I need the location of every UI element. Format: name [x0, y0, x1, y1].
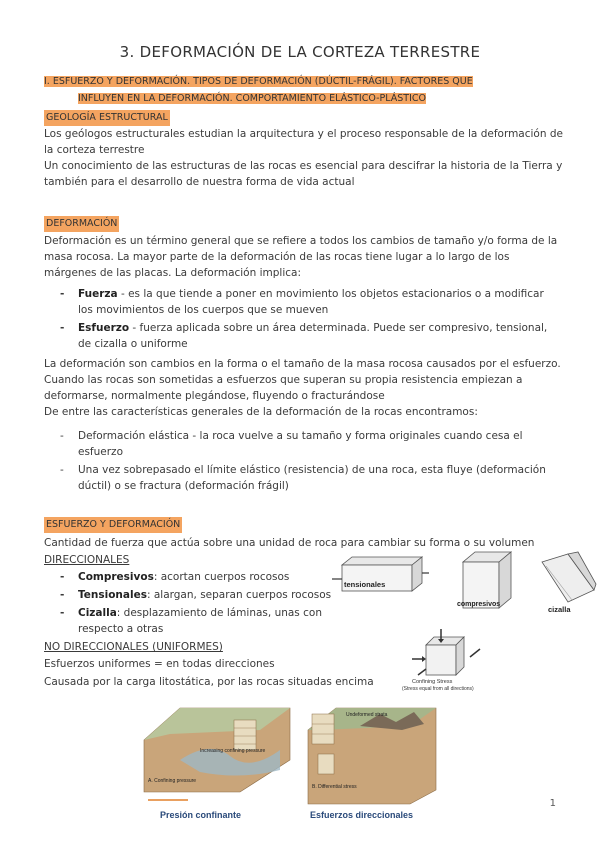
- no-direccionales-heading: NO DIRECCIONALES (UNIFORMES): [44, 641, 223, 653]
- esfuerzo-bullets: [60, 569, 350, 639]
- topic-line-1: I. ESFUERZO Y DEFORMACIÓN. TIPOS DE DEFORMACIÓN (DÚCTIL-FRÁGIL). FACTORES QUE: [44, 76, 473, 87]
- deformacion-body: [44, 356, 564, 420]
- undeformed-strata-label: Undeformed strata: [346, 712, 388, 718]
- section-heading-deformacion: DEFORMACIÓN: [44, 216, 119, 232]
- tensionales-label: tensionales: [344, 580, 386, 589]
- presion-confinante-caption: Presión confinante: [160, 810, 242, 820]
- esfuerzos-direccionales-caption: Esfuerzos direccionales: [310, 810, 414, 820]
- topic-heading: [44, 73, 564, 107]
- list-item: - Tensionales: alargan, separan cuerpos rocosos: [60, 589, 332, 601]
- list-item: - Una vez sobrepasado el límite elástico (resistencia) de una roca, esta fluye (deformación dúctil) o se fractura (deformación frágil): [60, 464, 546, 492]
- esfuerzo-intro: Cantidad de fuerza que actúa sobre una unidad de roca para cambiar su forma o su volumen: [44, 537, 535, 549]
- list-item: - Cizalla: desplazamiento de láminas, unas con respecto a otras: [60, 607, 322, 635]
- confining-label-1: Confining Stress: [412, 679, 453, 685]
- paragraph: Los geólogos estructurales estudian la arquitectura y el proceso responsable de la deformación de la corteza terrestre: [44, 128, 563, 156]
- topic-line-2: INFLUYEN EN LA DEFORMACIÓN. COMPORTAMIENTO ELÁSTICO-PLÁSTICO: [78, 93, 427, 104]
- list-item: - Esfuerzo - fuerza aplicada sobre un área determinada. Puede ser compresivo, tensional, de cizalla o uniforme: [60, 322, 548, 350]
- list-item: - Deformación elástica - la roca vuelve a su tamaño y forma originales cuando cesa el esfuerzo: [60, 430, 523, 458]
- differential-stress-caption: B. Differential stress: [312, 784, 357, 790]
- list-item: - Fuerza - es la que tiende a poner en movimiento los objetos estacionarios o a modificar los movimientos de los cuerpos que se mueven: [60, 288, 544, 316]
- confining-pressure-caption: A. Confining pressure: [148, 778, 197, 784]
- increasing-pressure-label: Increasing confining pressure: [200, 748, 266, 754]
- page-title: 3. DEFORMACIÓN DE LA CORTEZA TERRESTRE: [119, 43, 481, 61]
- geologia-body: [44, 126, 564, 190]
- list-item: - Compresivos: acortan cuerpos rocosos: [60, 571, 290, 583]
- pressure-block-diagram: [140, 700, 440, 825]
- section-heading-esfuerzo: ESFUERZO Y DEFORMACIÓN: [44, 517, 182, 533]
- no-direccionales-text-1: Esfuerzos uniformes = en todas direcciones: [44, 658, 275, 670]
- deformacion-list: [60, 428, 560, 496]
- section-heading-geologia: GEOLOGÍA ESTRUCTURAL: [44, 110, 170, 126]
- compressive-stress-diagram: [455, 548, 523, 616]
- deformacion-bullets: [60, 286, 560, 354]
- shear-stress-diagram: [538, 550, 598, 616]
- cizalla-label: cizalla: [548, 605, 571, 614]
- confining-stress-diagram: [398, 627, 488, 693]
- page-number: 1: [549, 798, 556, 809]
- no-direccionales-text-2: Causada por la carga litostática, por las rocas situadas encima: [44, 676, 374, 688]
- deformacion-intro: Deformación es un término general que se refiere a todos los cambios de tamaño y/o forma de la masa rocosa. La mayor parte de la deformación de las rocas tiene lugar a lo largo de los márgenes de las placas. La deformación implica:: [44, 235, 558, 279]
- tensional-stress-diagram: [330, 555, 430, 601]
- compresivos-label: compresivos: [457, 601, 501, 608]
- confining-label-2: (Stress equal from all directions): [402, 686, 474, 692]
- paragraph: La deformación son cambios en la forma o el tamaño de la masa rocosa causados por el esfuerzo. Cuando las rocas son sometidas a esfuerzos que superan su propia resistencia empiezan a deformarse, normalmente plegándose, fluyendo o fracturándose: [44, 358, 561, 402]
- direccionales-heading: DIRECCIONALES: [44, 554, 130, 566]
- paragraph: De entre las características generales de la deformación de la rocas encontramos:: [44, 406, 478, 418]
- paragraph: Un conocimiento de las estructuras de las rocas es esencial para descifrar la historia de la Tierra y también para el desarrollo de nuestra forma de vida actual: [44, 160, 563, 188]
